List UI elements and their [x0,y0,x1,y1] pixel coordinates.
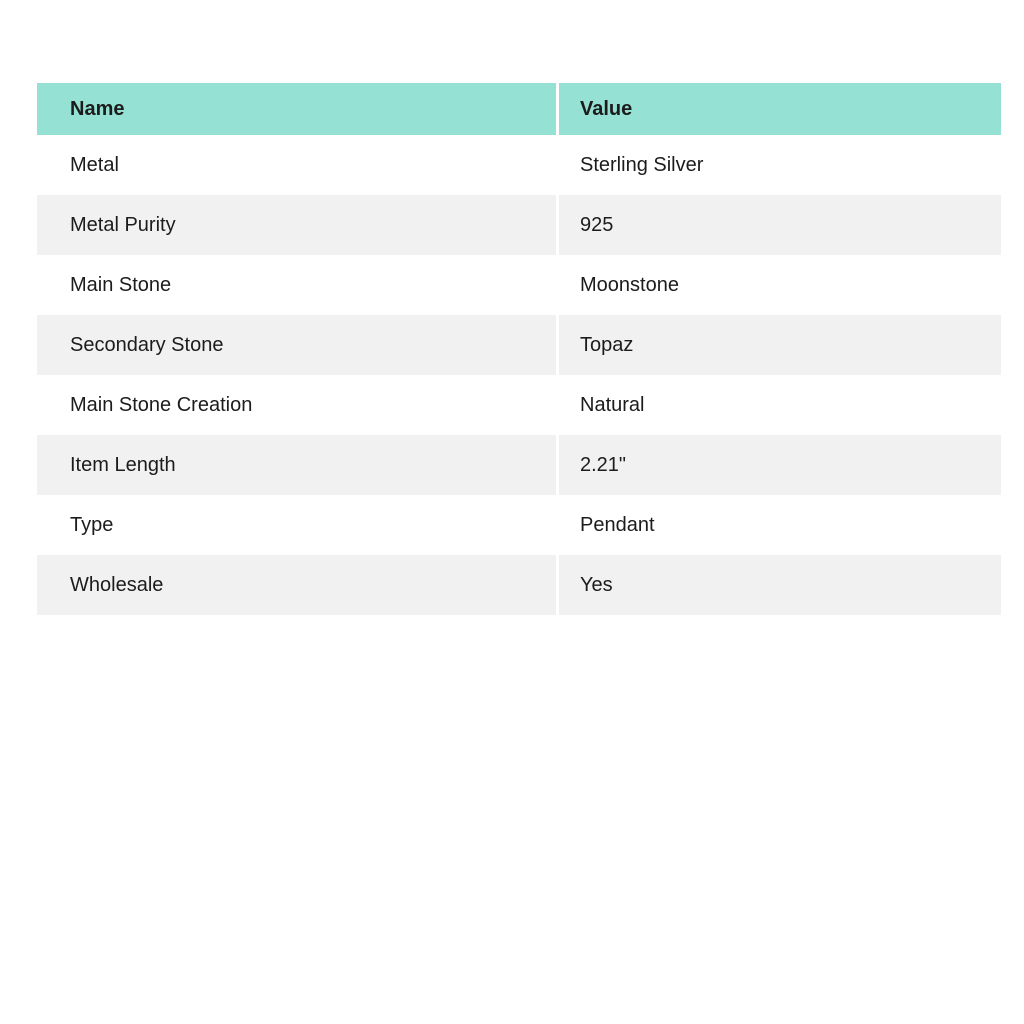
column-header-name: Name [37,83,559,135]
table-row [37,555,1001,615]
attribute-name-cell: Item Length [37,435,559,495]
attribute-value-cell: Yes [559,555,1001,615]
attribute-value-cell: 2.21" [559,435,1001,495]
attribute-name-cell: Main Stone [37,255,559,315]
table-row [37,135,1001,195]
attribute-value-cell: Pendant [559,495,1001,555]
attribute-name-cell: Type [37,495,559,555]
table-row [37,315,1001,375]
table-header-row [37,83,1001,135]
product-attributes-table-container [37,83,1001,615]
product-attributes-table [37,83,1001,615]
attribute-value-cell: Moonstone [559,255,1001,315]
attribute-value-cell: Sterling Silver [559,135,1001,195]
table-row [37,375,1001,435]
column-header-value: Value [559,83,1001,135]
attribute-value-cell: Topaz [559,315,1001,375]
attribute-name-cell: Metal [37,135,559,195]
table-row [37,195,1001,255]
table-row [37,435,1001,495]
table-row [37,495,1001,555]
attribute-name-cell: Wholesale [37,555,559,615]
attribute-value-cell: Natural [559,375,1001,435]
attribute-name-cell: Main Stone Creation [37,375,559,435]
attribute-name-cell: Secondary Stone [37,315,559,375]
attribute-value-cell: 925 [559,195,1001,255]
table-row [37,255,1001,315]
attribute-name-cell: Metal Purity [37,195,559,255]
